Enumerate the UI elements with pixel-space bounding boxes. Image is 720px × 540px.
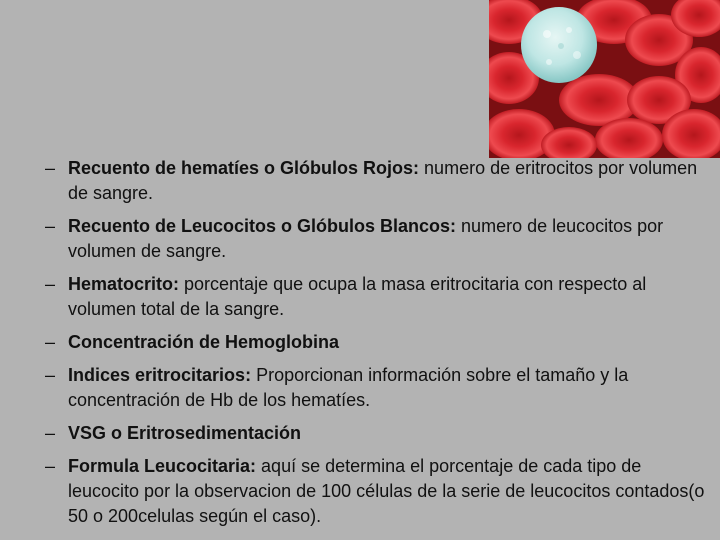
- bullet-term: Indices eritrocitarios:: [68, 365, 252, 385]
- blood-cells-icon: [489, 0, 720, 158]
- list-item: [45, 454, 705, 529]
- bullet-term: Concentración de Hemoglobina: [68, 332, 340, 352]
- list-item: [45, 272, 705, 322]
- list-item: [45, 421, 705, 446]
- bullet-list: [45, 156, 705, 537]
- bullet-dash: –: [45, 456, 56, 476]
- bullet-text: aquí se determina el porcentaje de cada tipo de leucocito por la observacion de 100 células de la serie de leucocitos contados(o 50 o 200celulas según el caso).: [68, 456, 705, 526]
- list-item: [45, 330, 705, 355]
- bullet-term: Hematocrito:: [68, 274, 180, 294]
- bullet-dash: –: [45, 365, 56, 385]
- bullet-dash: –: [45, 216, 56, 236]
- bullet-dash: –: [45, 274, 56, 294]
- blood-cells-image: [489, 0, 720, 158]
- bullet-text: Proporcionan información sobre el tamaño y la concentración de Hb de los hematíes.: [68, 365, 629, 410]
- bullet-term: Recuento de hematíes o Glóbulos Rojos:: [68, 158, 420, 178]
- list-item: [45, 214, 705, 264]
- list-item: [45, 156, 705, 206]
- bullet-term: Formula Leucocitaria:: [68, 456, 257, 476]
- bullet-dash: –: [45, 423, 56, 443]
- bullet-dash: –: [45, 158, 56, 178]
- bullet-term: Recuento de Leucocitos o Glóbulos Blancos:: [68, 216, 457, 236]
- list-item: [45, 363, 705, 413]
- bullet-text: porcentaje que ocupa la masa eritrocitaria con respecto al volumen total de la sangre.: [68, 274, 647, 319]
- bullet-term: VSG o Eritrosedimentación: [68, 423, 302, 443]
- bullet-text: numero de eritrocitos por volumen de sangre.: [68, 158, 698, 203]
- bullet-dash: –: [45, 332, 56, 352]
- bullet-text: numero de leucocitos por volumen de sangre.: [68, 216, 664, 261]
